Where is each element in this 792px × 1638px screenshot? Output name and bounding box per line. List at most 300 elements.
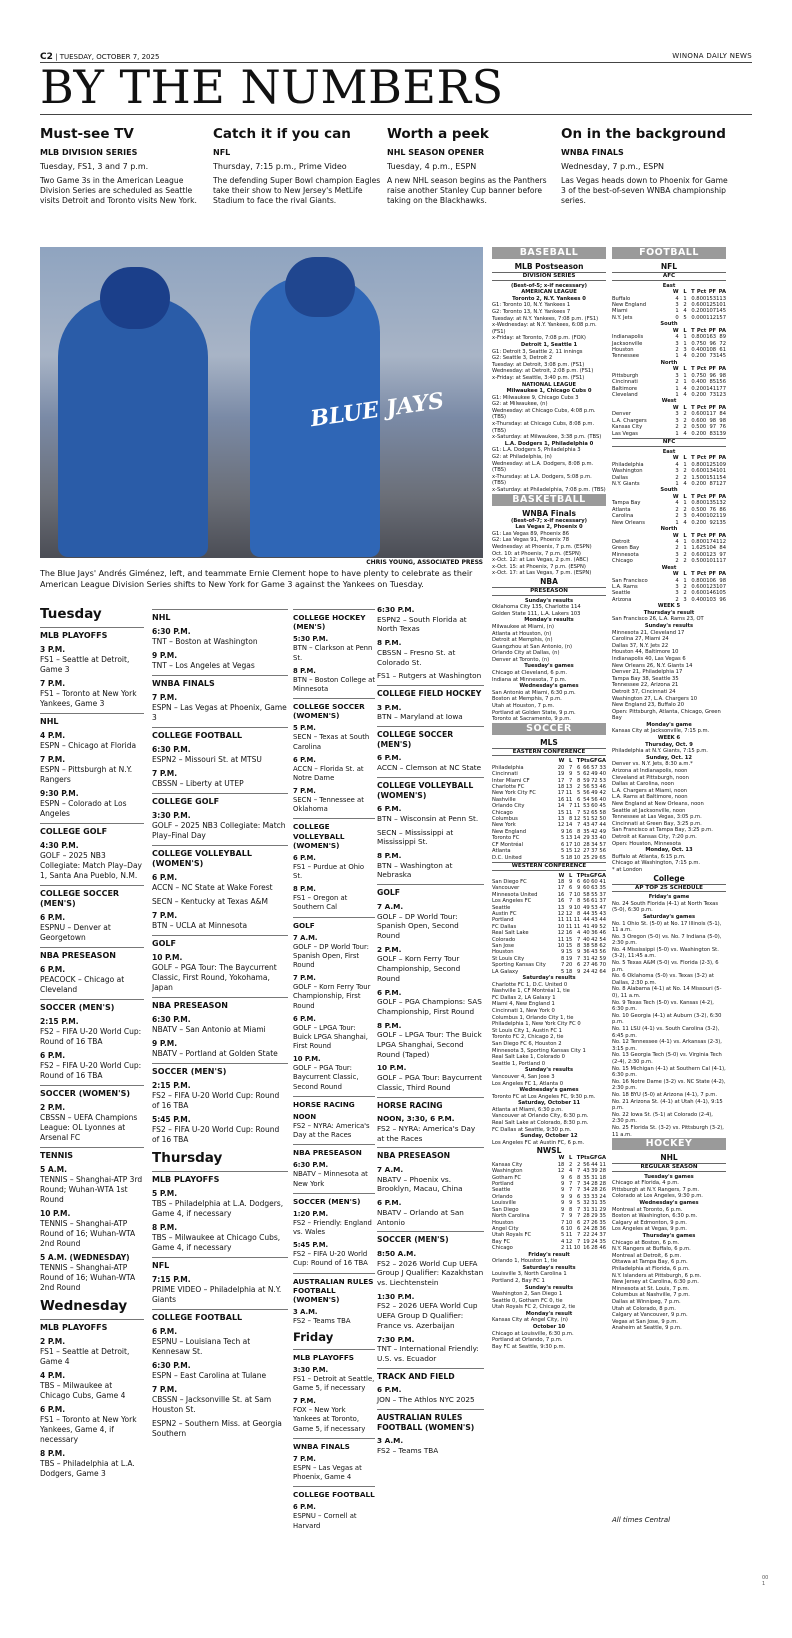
standings-header-cell: T (691, 532, 695, 539)
listing-detail: GOLF – PGA Champions: SAS Championship, First Round (377, 997, 482, 1016)
sport-heading: AUSTRALIAN RULES FOOTBALL (WOMEN'S) (377, 1409, 484, 1432)
tv-box-3 (387, 126, 557, 206)
standings-header-cell: Pts (580, 758, 590, 765)
tv-listing (377, 1436, 484, 1455)
listing-detail: FS2 – FIFA U-20 World Cup: Round of 16 TBA (40, 1061, 142, 1080)
stat-value: 37 (599, 898, 606, 905)
result-line: G1: Detroit 3, Seattle 2, 11 innings (492, 348, 583, 355)
stat-value: 7 (577, 822, 581, 829)
stat-value: 0 (691, 385, 695, 392)
stat-value: 9 (577, 949, 581, 956)
standings-header-cell: L (569, 758, 573, 765)
listing-time: 2 P.M. (40, 1337, 66, 1346)
result-line: San Antonio at Miami, 6:30 p.m. (492, 689, 576, 696)
stat-value: 28 (583, 841, 590, 848)
listing-detail: GOLF – DP World Tour: Spanish Open, First Round (293, 942, 369, 969)
standings-header-cell: PF (708, 289, 717, 296)
standings-header-cell: T (691, 493, 695, 500)
team-name: Kansas City (612, 424, 643, 431)
stat-value: 2 (675, 474, 679, 481)
result-line: No. 13 Georgia Tech (5-0) vs. Virginia Tech (2-4), 2:30 p.m. (612, 1052, 722, 1065)
stat-value: 56 (599, 848, 606, 855)
listing-detail: SECN – Texas at South Carolina (293, 733, 370, 751)
stat-value: 52 (599, 923, 606, 930)
standings-header-cell: T (691, 571, 695, 578)
stat-value: .800 (694, 577, 707, 584)
stat-value: 7 (561, 1219, 565, 1226)
listing-time: 7:15 P.M. (152, 1275, 191, 1284)
stat-value: 112 (716, 538, 726, 545)
tv-listing (40, 1449, 144, 1479)
tv-box-description: Two Game 3s in the American League Division Series are scheduled as Seattle visits Detroit and Toronto visits New York. (40, 176, 197, 205)
stat-value: 0 (691, 340, 695, 347)
helmet-left-figure (100, 267, 170, 329)
stat-value: 54 (583, 796, 590, 803)
standings-header-cell: GA (597, 758, 606, 765)
stat-value: 9 (577, 968, 581, 975)
stat-value: 49 (599, 828, 606, 835)
sport-heading: COLLEGE VOLLEYBALL (WOMEN'S) (293, 818, 375, 849)
stat-value: 66 (583, 764, 590, 771)
standings-header-cell: L (569, 872, 573, 879)
team-name: Detroit (612, 538, 630, 545)
stat-value: 44 (591, 1161, 598, 1168)
stat-value: 4 (683, 385, 687, 392)
standings-header-cell: W (558, 1155, 565, 1162)
tv-listing (377, 804, 484, 823)
stat-value: 22 (583, 1232, 590, 1239)
sport-heading: WNBA FINALS (152, 675, 288, 689)
stat-value: 42 (591, 968, 598, 975)
result-line: Portland at Golden State, 9 p.m. (492, 709, 576, 716)
stat-value: 157 (716, 314, 726, 321)
stat-value: 31 (591, 1174, 598, 1181)
team-name: Kansas City (492, 1161, 523, 1168)
standings-table (612, 328, 726, 360)
listing-time: 8 P.M. (377, 1020, 402, 1030)
stat-value: 64 (599, 968, 606, 975)
listing-time: 6 P.M. (377, 1198, 402, 1208)
stat-value: 6 (577, 1225, 581, 1232)
team-name: Chicago (612, 558, 633, 565)
stat-value: 44 (599, 822, 606, 829)
stat-value: 15 (557, 809, 565, 816)
listing-detail: FS1 – Detroit at Seattle, Game 5, if necessary (293, 1374, 375, 1393)
stat-value: 2 (683, 506, 687, 513)
listing-time: 7 A.M. (377, 901, 404, 911)
stat-value: 52 (591, 816, 598, 823)
listing-time: 6 P.M. (377, 804, 402, 814)
stat-value: 89 (719, 334, 726, 341)
stat-value: 6 (577, 1193, 581, 1200)
stat-value: 8 (577, 898, 581, 905)
stat-value: 15 (565, 949, 573, 956)
stat-value: 18 (565, 968, 573, 975)
stat-value: 39 (591, 1168, 598, 1175)
stat-value: 44 (599, 917, 606, 924)
sport-heading: COLLEGE FOOTBALL (293, 1486, 375, 1499)
listing-time: 6:30 P.M. (293, 1161, 329, 1170)
result-line: Kansas City at Angel City, (n) (492, 1317, 568, 1324)
result-heading: L.A. Dodgers 1, Philadelphia 0 (504, 440, 594, 447)
result-heading: Saturday, October 11 (517, 1100, 581, 1107)
team-name: Baltimore (612, 385, 638, 392)
stat-value: 9 (569, 1200, 573, 1207)
team-name: Pittsburgh (612, 372, 639, 379)
standings-header-cell: T (691, 289, 695, 296)
tv-listing (377, 988, 484, 1017)
stat-value: 6 (577, 1219, 581, 1226)
stat-value: 112 (706, 314, 717, 321)
tv-box-heading: On in the background (561, 126, 726, 142)
stat-value: .200 (694, 308, 707, 315)
listing-detail: SECN – Tennessee at Oklahoma (293, 796, 364, 814)
team-name: Vancouver (492, 885, 520, 892)
team-name: Tennessee (612, 353, 640, 360)
result-line: San Francisco 26, L.A. Rams 23, OT (612, 616, 704, 623)
section-subheading: AP TOP 25 SCHEDULE (612, 884, 726, 893)
team-name: Charlotte FC (492, 784, 525, 791)
result-line: FC Dallas at Seattle, 9:30 p.m. (492, 1126, 572, 1133)
sport-heading: HORSE RACING (377, 1097, 484, 1111)
stat-value: .750 (694, 340, 707, 347)
result-line: Detroit at Kansas City, 7:20 p.m. (612, 833, 697, 840)
stat-value: 4 (561, 1238, 565, 1245)
stat-value: 56 (583, 784, 590, 791)
standings-header-cell: W (558, 758, 565, 765)
standings-header-cell: T (691, 327, 695, 334)
tv-listing (40, 965, 144, 995)
stat-value: 27 (583, 962, 590, 969)
tv-listing (293, 1503, 375, 1530)
tv-listing (377, 1063, 484, 1092)
stat-value: 16 (565, 828, 573, 835)
tv-box-heading: Worth a peek (387, 126, 489, 142)
stat-value: .200 (694, 353, 707, 360)
stat-value: 163 (706, 334, 717, 341)
stat-value: 4 (675, 577, 679, 584)
stat-value: 46 (599, 784, 606, 791)
stat-value: 31 (583, 955, 590, 962)
listing-detail: CBSSN – UEFA Champions League: OL Lyonnes at Arsenal FC (40, 1113, 138, 1142)
listing-detail: ACCN – Clemson at NC State (377, 763, 482, 773)
standings-header-cell: W (672, 327, 679, 334)
tv-listing (293, 1397, 375, 1434)
stat-value: 1 (683, 461, 687, 468)
result-line: Chicago at Boston, 6 p.m. (612, 1239, 680, 1246)
stat-value: 33 (591, 1193, 598, 1200)
stat-value: 2 (683, 417, 687, 424)
result-line: Minnesota 21, Cleveland 17 (612, 629, 685, 636)
result-line: Minnesota at St. Louis, 7 p.m. (612, 1285, 690, 1292)
standings-header-cell: Pct (696, 405, 707, 412)
result-line: Philadelphia 1, New York City FC 0 (492, 1021, 581, 1028)
listing-detail: GOLF – PGA Tour: The Baycurrent Classic, First Round, Yokohama, Japan (152, 963, 277, 992)
listing-detail: TBS – Milwaukee at Chicago Cubs, Game 4 (40, 1381, 126, 1400)
stat-value: 0 (691, 519, 695, 526)
stat-value: 1 (675, 480, 679, 487)
stat-value: 96 (719, 596, 726, 603)
paper-name: WINONA DAILY NEWS (672, 52, 752, 60)
team-name: Green Bay (612, 545, 640, 552)
result-line: Bay FC at Seattle, 9:30 p.m. (492, 1343, 566, 1350)
team-name: Washington (612, 468, 643, 475)
tv-box-time: Wednesday, 7 p.m., ESPN (561, 162, 665, 171)
tv-listing (40, 645, 144, 675)
listing-detail: ESPN – Chicago at Florida (40, 741, 137, 750)
stat-value: 101 (706, 558, 717, 565)
stat-value: 0 (691, 583, 695, 590)
listing-detail: GOLF – 2025 NB3 Collegiate: Match Play–Final Day (152, 821, 286, 840)
stat-value: 40 (599, 835, 606, 842)
stat-value: 17 (557, 885, 565, 892)
standings-header-cell: PF (708, 571, 717, 578)
result-line: Oct. 10: at Phoenix, 7 p.m. (ESPN) (492, 550, 581, 557)
stat-value: 7 (577, 955, 581, 962)
stat-value: 8 (577, 910, 581, 917)
tv-listing (377, 1249, 484, 1288)
listing-detail: TBS – Philadelphia at L.A. Dodgers, Game 3 (40, 1459, 135, 1478)
result-line: G1: L.A. Dodgers 5, Philadelphia 3 (492, 447, 581, 454)
stat-value: 117 (706, 411, 717, 418)
listing-time: 4:30 P.M. (40, 841, 79, 850)
result-heading: Monday's results (524, 617, 574, 624)
listing-detail: ESPN2 – Southern Miss. at Georgia Southern (152, 1419, 282, 1438)
standings-header-cell: Pct (696, 493, 707, 500)
result-line: New Orleans 26, N.Y. Giants 14 (612, 662, 693, 669)
stat-value: 7 (577, 1181, 581, 1188)
team-name: Chicago (492, 1245, 513, 1252)
result-line: G2: at Philadelphia, (n) (492, 454, 552, 461)
stat-value: 11 (565, 1245, 573, 1252)
listing-detail: CBSSN – Jacksonville St. at Sam Houston St. (152, 1395, 272, 1414)
stat-value: 29 (591, 854, 598, 861)
standings-header-cell: Pct (696, 455, 707, 462)
team-name: Minnesota (612, 551, 639, 558)
time-zone-note: All times Central (612, 1516, 671, 1524)
tv-box-heading: Must-see TV (40, 126, 134, 142)
result-line: Real Salt Lake 1, Colorado 0 (492, 1054, 565, 1061)
sport-heading: COLLEGE SOCCER (MEN'S) (377, 726, 484, 749)
stat-value: 4 (675, 334, 679, 341)
stat-value: 40 (583, 930, 590, 937)
result-line: Buffalo at Atlanta, 6:15 p.m. (612, 853, 686, 860)
stat-value: 7 (569, 764, 573, 771)
listing-detail: GOLF – PGA Tour: Baycurrent Classic, Third Round (377, 1073, 482, 1092)
stat-value: 60 (591, 878, 598, 885)
result-line: No. 3 Oregon (5-0) vs. No. 7 Indiana (5-0), 2:30 p.m. (612, 933, 722, 947)
stat-value: 45 (599, 803, 606, 810)
tv-listing (293, 1455, 375, 1482)
tv-box-subhead: WNBA FINALS (561, 148, 624, 157)
team-name: Arizona (612, 596, 632, 603)
result-line: Charlotte FC 1, D.C. United 0 (492, 981, 568, 988)
tv-listing (152, 1419, 288, 1439)
sport-heading: MLB PLAYOFFS (40, 627, 144, 641)
sport-heading: AUSTRALIAN RULES FOOTBALL (WOMEN'S) (293, 1273, 375, 1304)
stat-value: 3 (675, 590, 679, 597)
result-heading: Sunday, Oct. 12 (646, 754, 692, 761)
result-line: No. 6 Oklahoma (5-0) vs. Texas (3-2) at Dallas, 2:30 p.m. (612, 973, 714, 986)
tv-listing (377, 851, 484, 880)
stat-value: 16 (557, 898, 565, 905)
stat-value: 10 (565, 1219, 573, 1226)
tv-listing (40, 1051, 144, 1081)
result-line: Tennessee at Las Vegas, 3:05 p.m. (612, 814, 702, 821)
tv-listing (377, 1114, 484, 1143)
listing-detail: ESPN – East Carolina at Tulane (152, 1371, 267, 1380)
stat-value: 12 (565, 1238, 573, 1245)
team-name: Cincinnati (612, 379, 638, 386)
stat-value: 2 (561, 1245, 565, 1252)
standings-header-cell: PA (718, 532, 726, 539)
listing-time: 4 P.M. (40, 1371, 66, 1380)
stat-value: 12 (565, 910, 573, 917)
stat-value: 5 (561, 968, 565, 975)
team-name: San Diego FC (492, 878, 527, 885)
stat-value: 6 (561, 841, 565, 848)
tv-box-2 (213, 126, 383, 206)
listing-detail: FS1 – Oregon at Southern Cal (293, 894, 348, 912)
team-name: Minnesota United (492, 891, 538, 898)
stat-value: 11 (573, 803, 581, 810)
day-heading: Friday (293, 1330, 334, 1345)
sport-heading: COLLEGE HOCKEY (MEN'S) (293, 609, 375, 631)
stat-value: 12 (557, 930, 565, 937)
standings-header-cell: Pct (696, 366, 707, 373)
stat-value: 2 (675, 545, 679, 552)
result-line: G1: Milwaukee 9, Chicago Cubs 3 (492, 394, 579, 401)
result-line: Utah Royals FC 2, Chicago 2, tie (492, 1304, 576, 1311)
tv-listing (152, 627, 288, 647)
stat-value: 0 (691, 430, 695, 437)
listing-detail: TENNIS – Shanghai-ATP Round of 16; Wuhan-WTA 2nd Round (40, 1219, 136, 1248)
result-heading: NATIONAL LEAGUE (521, 381, 577, 388)
standings-header-cell: PF (708, 366, 717, 373)
sport-heading: NBA PRESEASON (293, 1144, 375, 1157)
stat-value: 12 (557, 822, 565, 829)
stat-value: 4 (683, 519, 687, 526)
result-line: Toronto FC at Los Angeles FC, 9:30 p.m. (492, 1093, 596, 1100)
listing-detail: GOLF – Korn Ferry Tour Championship, First Round (293, 983, 371, 1010)
stat-value: 9 (569, 1193, 573, 1200)
stat-value: 0 (691, 392, 695, 399)
stat-value: 2 (683, 302, 687, 308)
stat-value: 34 (591, 841, 598, 848)
tv-listing (377, 1165, 484, 1194)
stat-value: 154 (716, 474, 726, 481)
listing-detail: TNT – International Friendly: U.S. vs. Ecuador (377, 1344, 479, 1363)
listing-detail: JON – The Athlos NYC 2025 (377, 1395, 475, 1405)
stat-value: 6 (577, 764, 581, 771)
result-line: Vancouver at Orlando City, 6:30 p.m. (492, 1113, 589, 1120)
tv-listing (293, 885, 375, 912)
tv-listing (293, 1366, 375, 1393)
standings-header-cell: PA (718, 405, 726, 412)
listing-time: 7 P.M. (293, 1397, 316, 1406)
tv-listing (377, 671, 484, 681)
stat-value: 56 (599, 949, 606, 956)
listing-detail: TENNIS – Shanghai-ATP 3rd Round; Wuhan-WTA 1st Round (40, 1175, 143, 1204)
listing-time: 9:30 P.M. (40, 789, 79, 798)
sport-heading: GOLF (293, 917, 375, 930)
stat-value: 31 (583, 1206, 590, 1213)
standings-header-cell: L (683, 493, 687, 500)
result-line: Ottawa at Tampa Bay, 6 p.m. (612, 1259, 688, 1266)
stat-value: 32 (583, 1200, 590, 1207)
stat-value: 5 (561, 854, 565, 861)
result-heading: West (661, 564, 677, 571)
result-line: Open: Pittsburgh, Atlanta, Chicago, Green Bay (612, 708, 721, 722)
stat-value: 85 (709, 379, 717, 386)
stat-value: 42 (591, 828, 598, 835)
stat-value: 8 (577, 828, 581, 835)
standings-header-cell: Pct (696, 571, 707, 578)
tv-listing (293, 1015, 375, 1052)
listing-time: 5 A.M. (WEDNESDAY) (40, 1253, 130, 1262)
stat-value: 28 (591, 1187, 598, 1194)
stat-value: 40 (599, 796, 606, 803)
tv-box-time: Tuesday, 4 p.m., ESPN (387, 162, 477, 171)
result-line: Orlando City at Dallas, (n) (492, 650, 560, 657)
listing-time: 6:30 P.M. (152, 1015, 191, 1024)
result-heading: East (662, 448, 676, 455)
listing-time: 9 P.M. (152, 1039, 178, 1048)
stat-value: 0 (691, 302, 695, 308)
listing-time: 7:30 P.M. (377, 1334, 415, 1344)
stat-value: 10 (573, 891, 581, 898)
listing-time: NOON, 3:30, 6 P.M. (377, 1114, 455, 1124)
listing-time: 6:30 P.M. (152, 627, 191, 636)
listing-time: 7 P.M. (293, 974, 316, 983)
stat-value: 1 (675, 392, 679, 399)
stat-value: 36 (583, 949, 590, 956)
sport-heading: COLLEGE FIELD HOCKEY (377, 685, 484, 699)
section-banner: BASKETBALL (492, 494, 606, 506)
stat-value: .600 (694, 590, 707, 597)
result-heading: October 10 (532, 1324, 566, 1331)
page-date: C2 | TUESDAY, OCTOBER 7, 2025 (40, 52, 160, 62)
listing-time: 7 P.M. (152, 911, 178, 920)
stat-value: 1 (675, 308, 679, 315)
standings-header-cell: L (683, 366, 687, 373)
stat-value: 31 (591, 1206, 598, 1213)
result-line: x-Saturday: at Philadelphia, 7:08 p.m. (TBS) (492, 487, 606, 493)
standings-header-cell: PA (718, 289, 726, 296)
title-rule (40, 114, 752, 115)
listing-time: 2:15 P.M. (40, 1017, 79, 1026)
stat-value: .600 (694, 411, 707, 418)
stat-value: 18 (557, 1161, 565, 1168)
stat-value: 9 (561, 949, 565, 956)
stat-value: 10 (557, 923, 565, 930)
result-line: Indianapolis 40, Las Vegas 6 (612, 655, 686, 662)
tv-listing (377, 605, 484, 634)
schedule-column-2 (152, 605, 288, 1443)
team-name: N.Y. Giants (612, 480, 640, 487)
tv-listing (377, 1292, 484, 1331)
standings-header-cell: PA (718, 366, 726, 373)
tv-listing (40, 1017, 144, 1047)
stat-value: 43 (583, 1168, 590, 1175)
result-heading: Friday's game (648, 894, 690, 901)
stat-value: .500 (694, 506, 707, 513)
listing-time: 3 A.M. (377, 1436, 404, 1446)
stat-value: 24 (583, 968, 590, 975)
section-subheading: PRESEASON (492, 587, 606, 596)
stat-value: 36 (591, 930, 598, 937)
result-line: x-Wednesday: at N.Y. Yankees, 6:08 p.m. (FS1) (492, 322, 597, 335)
